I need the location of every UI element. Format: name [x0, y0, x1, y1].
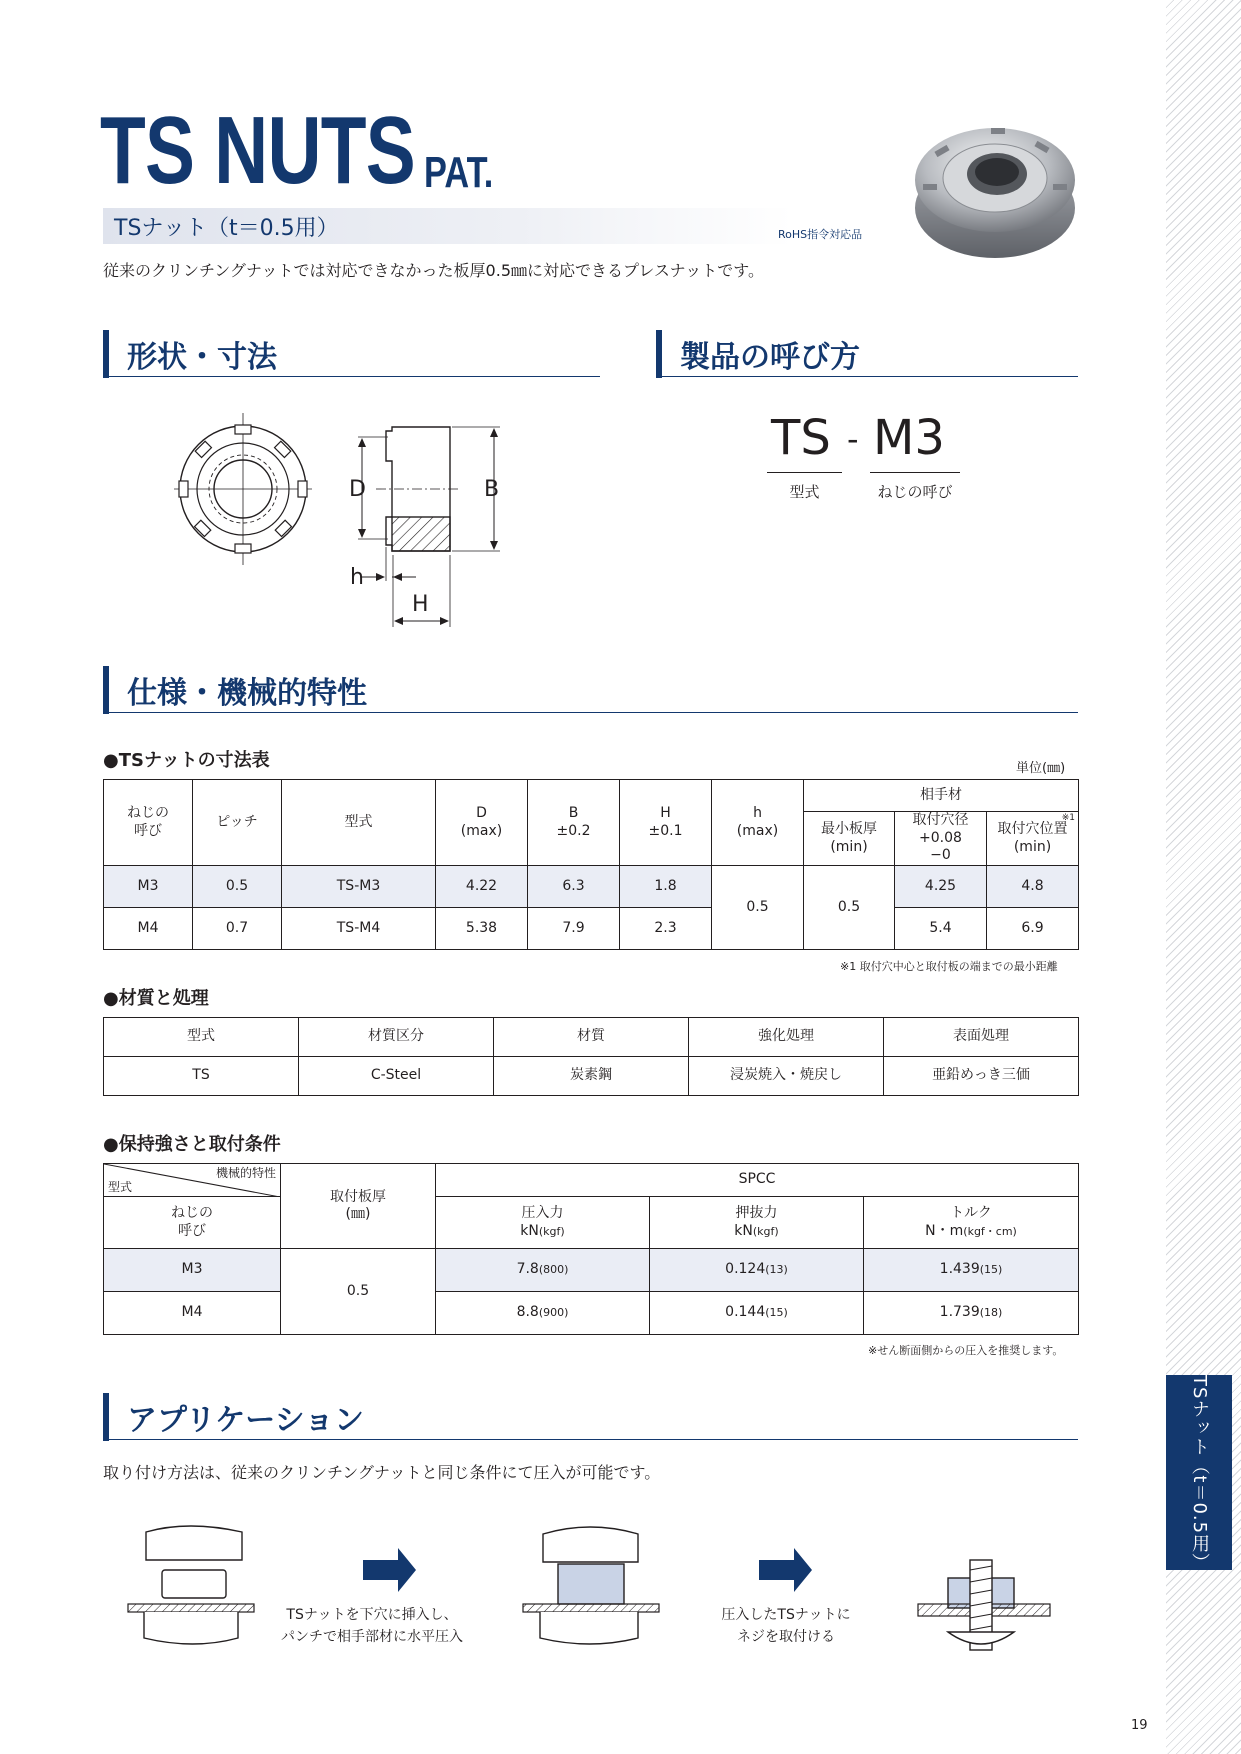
- dim-label-small-h: h: [350, 565, 364, 590]
- section-header-spec: 仕様・機械的特性: [103, 666, 1078, 713]
- corner-cell: 機械的特性 型式: [104, 1164, 281, 1197]
- dimension-table: [103, 779, 1079, 950]
- table-row: TS C-Steel 炭素鋼 浸炭焼入・焼戻し 亜鉛めっき三価: [104, 1057, 1079, 1096]
- arrow-right-icon: [363, 1548, 416, 1592]
- section-header-naming: 製品の呼び方: [656, 330, 1078, 377]
- dim-table-heading: ●TSナットの寸法表: [103, 750, 270, 771]
- strength-table-heading: ●保持強さと取付条件: [103, 1134, 281, 1155]
- dimension-drawing: [160, 405, 520, 635]
- page-number: 19: [1131, 1718, 1148, 1733]
- strength-table: 機械的特性 型式 取付板厚 (㎜) SPCC ねじの 呼び 圧入力 kN(kgf) 押抜力 kN(kgf) トルク N・m(kgf・cm) M3 0.5 7.8(800) 0.124(13) 1.439(15) M4 8.8(900) 0.144(15) 1.739(18): [103, 1163, 1079, 1335]
- naming-prefix-line: [767, 472, 842, 473]
- naming-prefix: TS: [771, 410, 831, 466]
- header-h: h (max): [712, 780, 804, 866]
- header-b: B ±0.2: [528, 780, 620, 866]
- naming-size-line: [870, 472, 960, 473]
- header-hole-diameter: 取付穴径 +0.08 −0: [895, 812, 987, 866]
- product-photo: [905, 108, 1085, 268]
- shared-thickness: 0.5: [281, 1249, 436, 1335]
- header-mate: 相手材: [804, 780, 1079, 812]
- naming-size: M3: [873, 410, 945, 466]
- dim-table-note: ※1 取付穴中心と取付板の端までの最小距離: [840, 960, 1058, 973]
- arrow-right-icon: [759, 1548, 812, 1592]
- material-table-heading: ●材質と処理: [103, 988, 209, 1009]
- naming-prefix-label: 型式: [789, 483, 820, 501]
- strength-table-note: ※せん断面側からの圧入を推奨します。: [868, 1344, 1064, 1357]
- application-caption-1: TSナットを下穴に挿入し、 パンチで相手部材に水平圧入: [281, 1607, 463, 1645]
- application-diagram: [118, 1520, 1078, 1660]
- naming-dash: -: [847, 420, 859, 458]
- dim-label-b: B: [484, 477, 500, 502]
- side-index-tab[interactable]: TSナット（t＝0.5用）: [1166, 1375, 1232, 1570]
- dim-label-d: D: [349, 477, 366, 502]
- header-hole-position: ※1 取付穴位置 (min): [987, 812, 1079, 866]
- naming-size-label: ねじの呼び: [877, 483, 953, 501]
- header-hh: H ±0.1: [620, 780, 712, 866]
- step1-illustration: [128, 1526, 254, 1644]
- rohs-label: RoHS指令対応品: [778, 228, 863, 241]
- section-header-shape: 形状・寸法: [103, 330, 600, 377]
- step3-illustration: [918, 1560, 1050, 1650]
- subtitle: TSナット（t＝0.5用）: [114, 216, 339, 241]
- section-header-application: アプリケーション: [103, 1393, 1078, 1440]
- header-min-thickness: 最小板厚 (min): [804, 812, 895, 866]
- application-caption-2: 圧入したTSナットに ネジを取付ける: [721, 1607, 851, 1645]
- dim-label-h: H: [412, 592, 429, 617]
- header-spcc: SPCC: [436, 1164, 1079, 1197]
- header-model: 型式: [282, 780, 436, 866]
- material-table: 型式 材質区分 材質 強化処理 表面処理 TS C-Steel 炭素鋼 浸炭焼入・焼戻し 亜鉛めっき三価: [103, 1017, 1079, 1096]
- table-row: M3 0.5 7.8(800) 0.124(13) 1.439(15): [104, 1249, 1079, 1292]
- dim-table-unit: 単位(㎜): [1016, 761, 1066, 776]
- step2-illustration: [523, 1527, 659, 1644]
- header-pitch: ピッチ: [193, 780, 282, 866]
- table-row: M3 0.5 TS-M3 4.22 6.3 1.8 0.5 0.5 4.25 4.8: [104, 866, 1079, 908]
- application-text: 取り付け方法は、従来のクリンチングナットと同じ条件にて圧入が可能です。: [103, 1463, 661, 1482]
- page-title: TS NUTS: [100, 97, 415, 204]
- header-size: ねじの 呼び: [104, 780, 193, 866]
- header-size: ねじの 呼び: [104, 1197, 281, 1249]
- intro-text: 従来のクリンチングナットでは対応できなかった板厚0.5㎜に対応できるプレスナットです。: [103, 261, 764, 280]
- table-row: M4 0.7 TS-M4 5.38 7.9 2.3 5.4 6.9: [104, 908, 1079, 950]
- table-row: M4 8.8(900) 0.144(15) 1.739(18): [104, 1292, 1079, 1335]
- header-thickness: 取付板厚 (㎜): [281, 1164, 436, 1249]
- shared-min-thickness: 0.5: [804, 866, 895, 950]
- patent-mark: PAT.: [424, 148, 494, 197]
- header-d: D (max): [436, 780, 528, 866]
- shared-h-value: 0.5: [712, 866, 804, 950]
